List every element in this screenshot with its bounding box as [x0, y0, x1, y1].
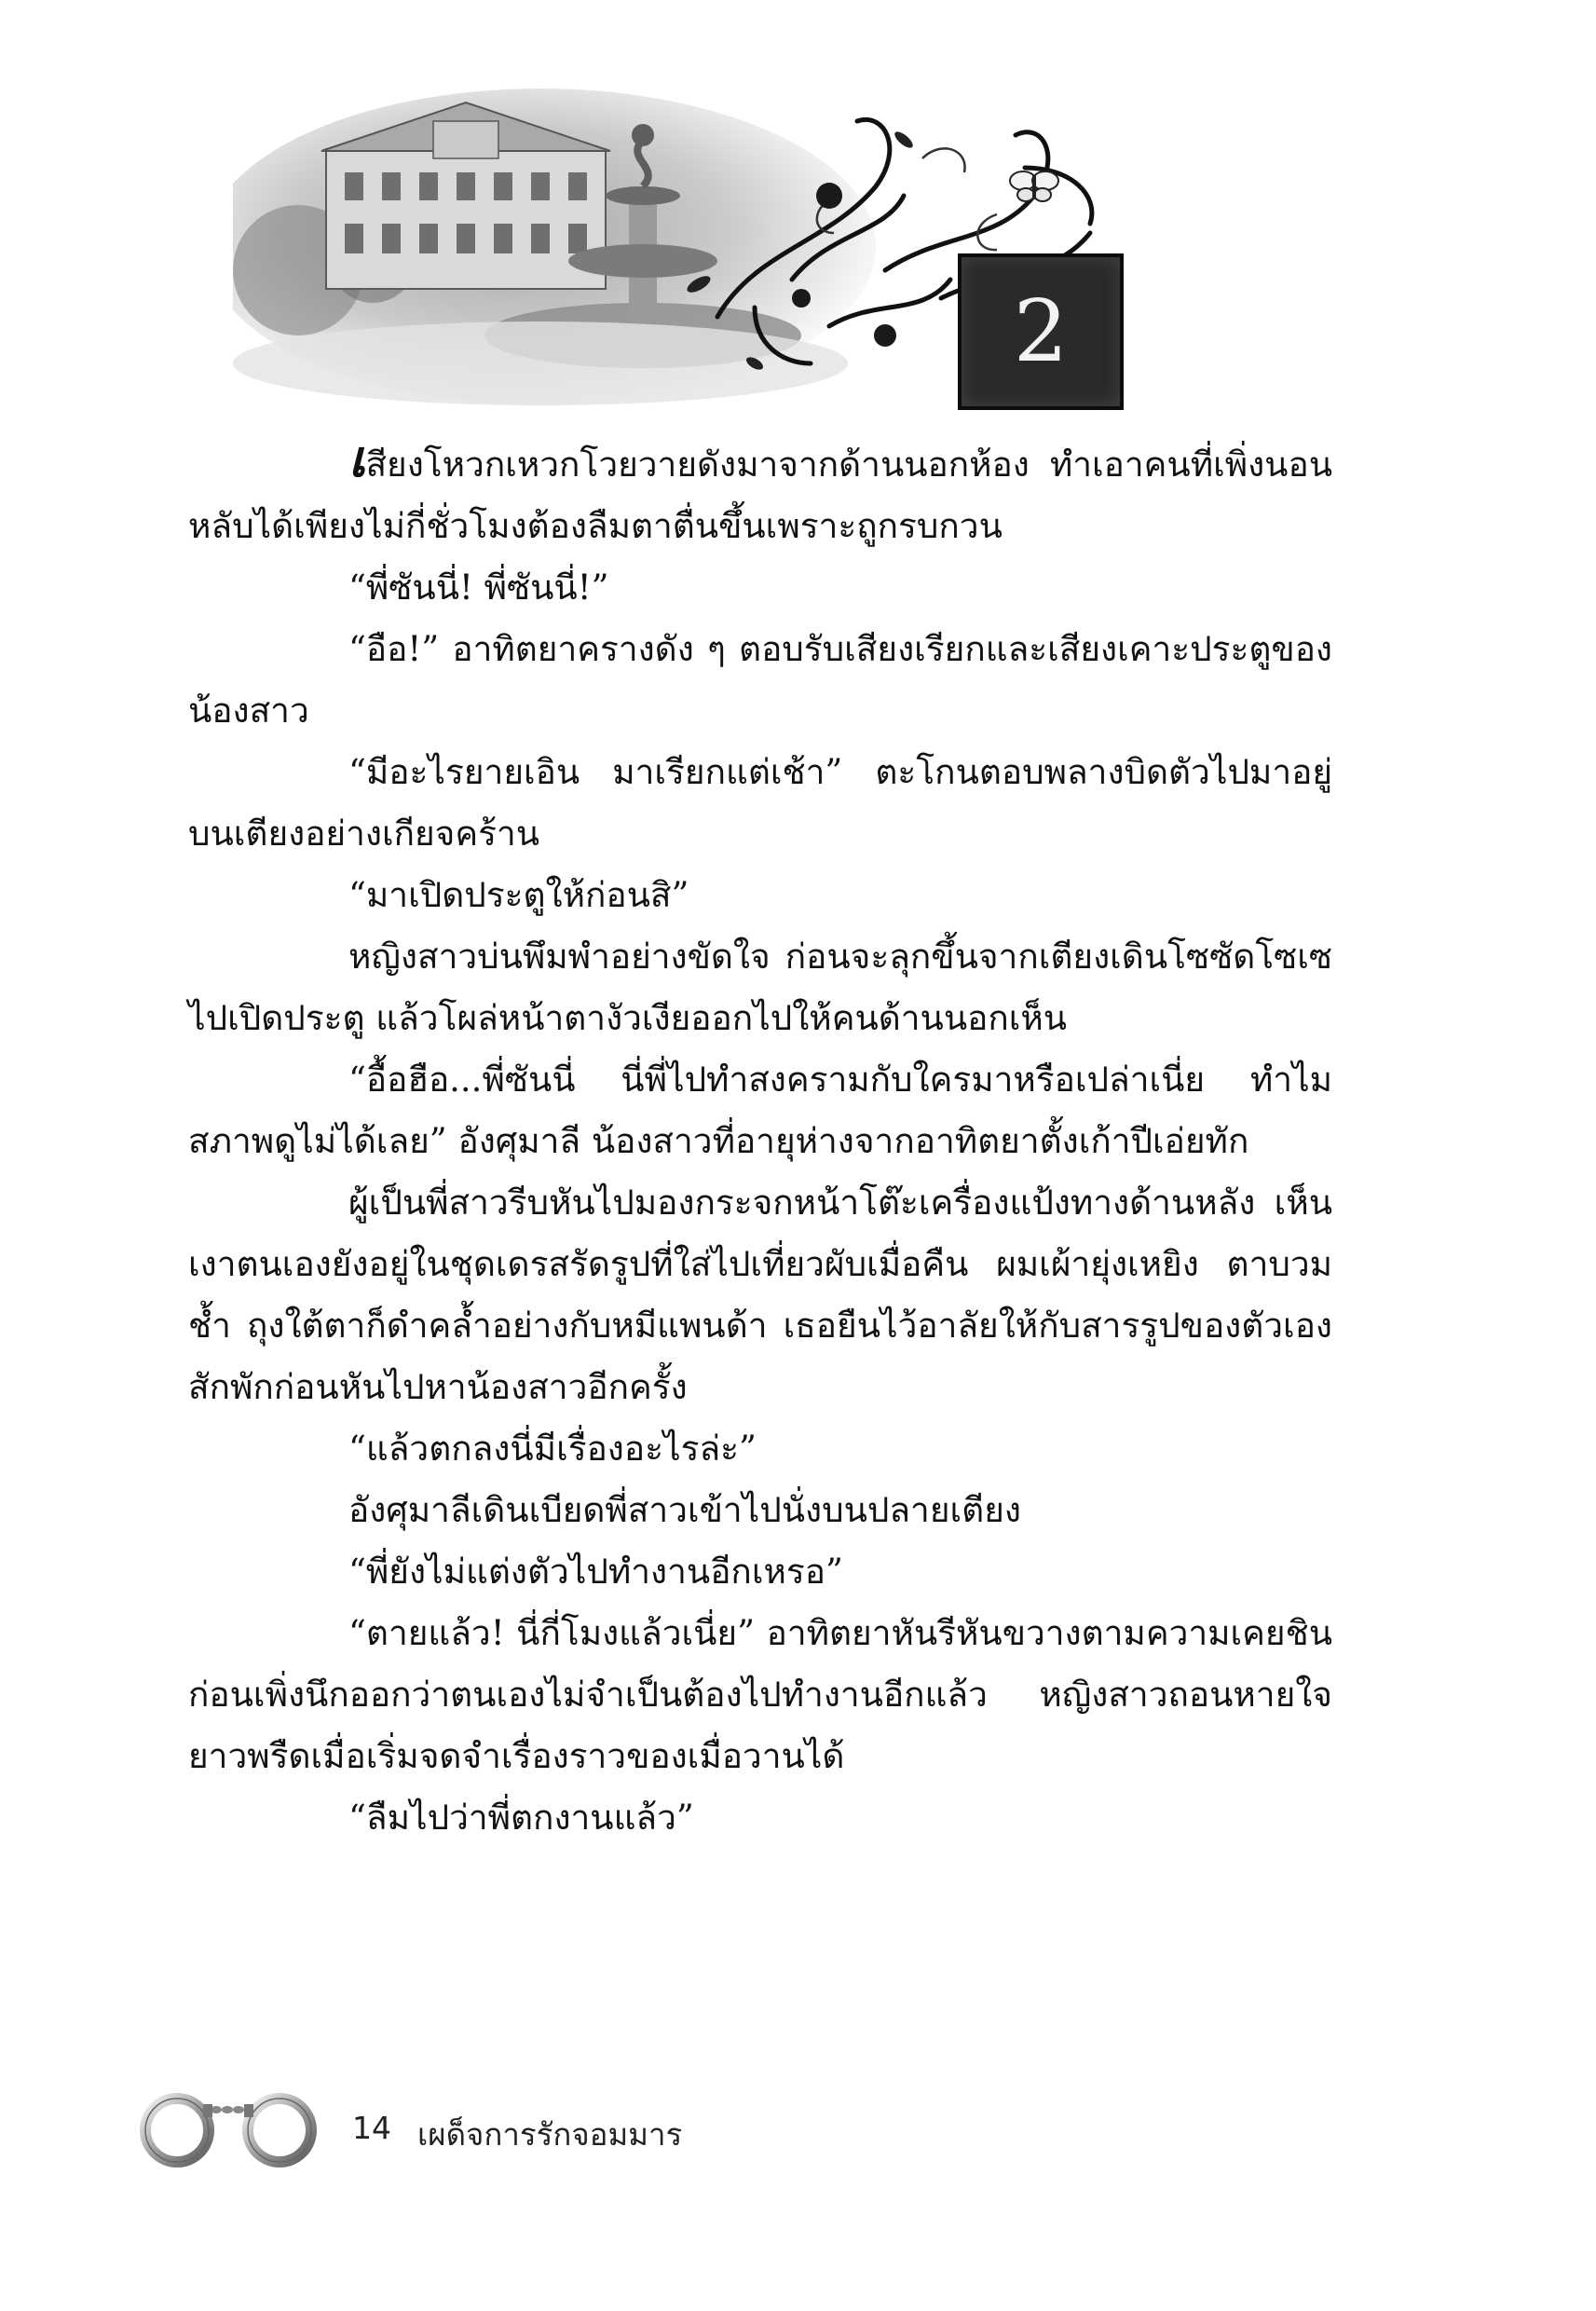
- paragraph-9: “แล้วตกลงนี่มีเรื่องอะไรล่ะ”: [348, 1429, 757, 1469]
- paragraph-4: “มีอะไรยายเอิน มาเรียกแต่เช้า” ตะโกนตอบพลางบิดตัวไปมาอยู่บนเตียงอย่างเกียจคร้าน: [188, 752, 1332, 854]
- book-title: เผด็จการรักจอมมาร: [417, 2116, 683, 2153]
- paragraph-6: หญิงสาวบ่นพึมพำอย่างขัดใจ ก่อนจะลุกขึ้นจากเตียงเดินโซซัดโซเซไปเปิดประตู แล้วโผล่หน้าตางัวเงียออกไปให้คนด้านนอกเห็น: [188, 937, 1332, 1038]
- butterfly-icon: [1010, 171, 1058, 201]
- paragraph-3: “อือ!” อาทิตยาครางดัง ๆ ตอบรับเสียงเรียกและเสียงเคาะประตูของน้องสาว: [188, 629, 1332, 731]
- chapter-number-box: [958, 253, 1124, 410]
- drop-cap: เ: [348, 429, 366, 488]
- paragraph-12: “ตายแล้ว! นี่กี่โมงแล้วเนี่ย” อาทิตยาหันรีหันขวางตามความเคยชิน ก่อนเพิ่งนึกออกว่าตนเองไม่จำเป็นต้องไปทำงานอีกแล้ว หญิงสาวถอนหายใจยาวพรืดเมื่อเริ่มจดจำเรื่องราวของเมื่อวานได้: [188, 1613, 1332, 1776]
- paragraph-10: อังศุมาลีเดินเบียดพี่สาวเข้าไปนั่งบนปลายเตียง: [348, 1490, 1021, 1530]
- paragraph-7: “อื้อฮือ...พี่ซันนี่ นี่พี่ไปทำสงครามกับใครมาหรือเปล่าเนี่ย ทำไมสภาพดูไม่ได้เลย” อังศุมาลี น้องสาวที่อายุห่างจากอาทิตยาตั้งเก้าปีเอ่ยทัก: [188, 1060, 1332, 1161]
- page-footer: [130, 2084, 969, 2167]
- paragraph-1: เสียงโหวกเหวกโวยวายดังมาจากด้านนอกห้อง ทำเอาคนที่เพิ่งนอนหลับได้เพียงไม่กี่ชั่วโมงต้องลืมตาตื่นขึ้นเพราะถูกรบกวน: [188, 429, 1332, 546]
- page-number: 14: [352, 2110, 391, 2146]
- paragraph-5: “มาเปิดประตูให้ก่อนสิ”: [348, 875, 689, 915]
- paragraph-8: ผู้เป็นพี่สาวรีบหันไปมองกระจกหน้าโต๊ะเครื่องแป้งทางด้านหลัง เห็นเงาตนเองยังอยู่ในชุดเดรสรัดรูปที่ใส่ไปเที่ยวผับเมื่อคืน ผมเผ้ายุ่งเหยิง ตาบวมช้ำ ถุงใต้ตาก็ดำคล้ำอย่างกับหมีแพนด้า เธอยืนไว้อาลัยให้กับสารรูปของตัวเองสักพักก่อนหันไปหาน้องสาวอีกครั้ง: [188, 1183, 1332, 1407]
- paragraph-11: “พี่ยังไม่แต่งตัวไปทำงานอีกเหรอ”: [348, 1552, 843, 1592]
- chapter-number: 2: [1013, 281, 1069, 381]
- paragraph-2: “พี่ซันนี่! พี่ซันนี่!”: [348, 567, 609, 608]
- paragraph-13: “ลืมไปว่าพี่ตกงานแล้ว”: [348, 1798, 694, 1838]
- handcuffs-icon: [130, 2084, 326, 2167]
- chapter-body: [188, 429, 1332, 1849]
